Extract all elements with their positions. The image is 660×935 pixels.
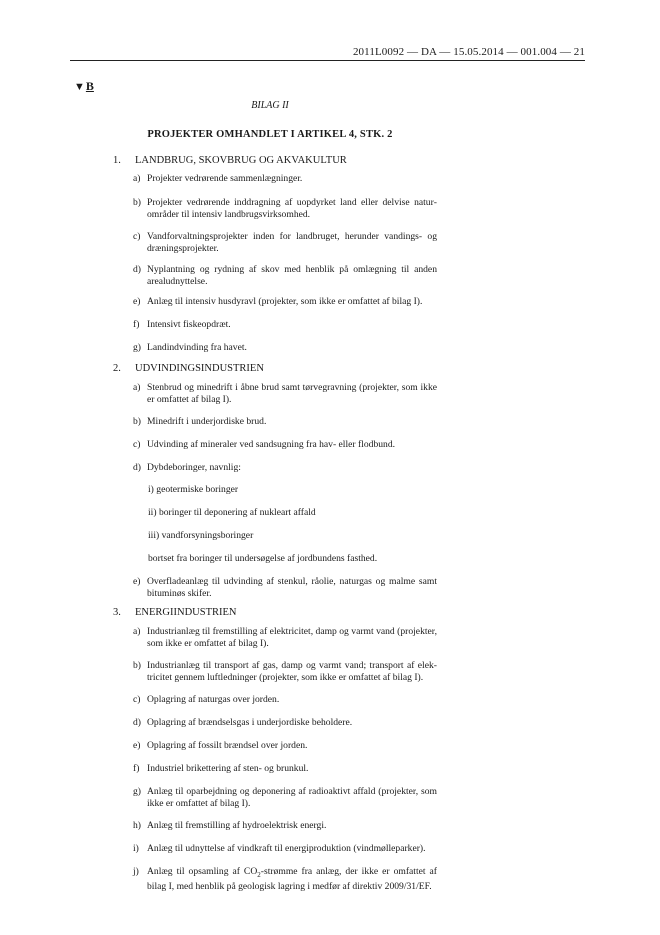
item-marker: f) (133, 763, 140, 774)
list-item (133, 382, 437, 406)
item-text (147, 866, 437, 893)
item-text: Projekter vedrørende inddragning af uopdyrket land eller delvise naturområder til intensiv landbrugsvirksomhed. (147, 197, 437, 220)
amendment-letter: B (85, 79, 94, 93)
sub-item-marker: ii) (148, 507, 157, 518)
list-item (133, 319, 437, 331)
item-text: Nyplantning og rydning af skov med henblik på omlægning til anden arealudnyttelse. (147, 264, 437, 287)
item-marker: c) (133, 694, 141, 705)
list-item (133, 416, 437, 428)
section-number: 3. (113, 607, 121, 618)
item-marker: j) (133, 866, 139, 877)
item-text-part: -strømme fra anlæg, der ikke er omfattet af bilag I, med henblik på geologisk lagring i medfør af direktiv 2009/31/EF. (147, 866, 437, 892)
item-marker: g) (133, 786, 141, 797)
exception-note: bortset fra boringer til undersøgelse af jordbundens fasthed. (148, 553, 378, 564)
section-title: UDVINDINGSINDUSTRIEN (135, 363, 264, 374)
triangle-down-icon: ▼ (74, 81, 85, 93)
section-title: ENERGIINDUSTRIEN (135, 607, 237, 618)
list-item (133, 866, 437, 893)
item-text: Anlæg til fremstilling af hydroelektrisk energi. (147, 820, 327, 831)
item-text: Landindvinding fra havet. (147, 342, 247, 353)
sub-list-item (148, 530, 253, 541)
list-item (133, 197, 437, 221)
item-text: Dybdeboringer, navnlig: (147, 462, 241, 473)
item-text: Udvinding af mineraler ved sandsugning fra hav- eller flodbund. (147, 439, 396, 450)
item-text: Stenbrud og minedrift i åbne brud samt tørvegravning (projekter, som ikke er omfattet af bilag I). (147, 382, 437, 405)
list-item (133, 296, 437, 308)
sub-item-marker: i) (148, 484, 154, 495)
list-item (133, 173, 437, 185)
sub-item-text: boringer til deponering af nukleart affald (158, 507, 316, 518)
list-item (133, 660, 437, 684)
list-item (133, 264, 437, 288)
list-item (133, 786, 437, 810)
item-text: Projekter vedrørende sammenlægninger. (147, 173, 303, 184)
item-marker: a) (133, 382, 141, 393)
item-marker: b) (133, 197, 141, 208)
list-item (133, 717, 437, 729)
item-marker: a) (133, 626, 141, 637)
section-heading (113, 607, 237, 618)
item-text: Anlæg til oparbejdning og deponering af radioaktivt affald (projekter, som ikke er omfattet af bilag I). (147, 786, 437, 809)
list-item (133, 342, 437, 354)
item-text: Industrianlæg til transport af gas, damp og varmt vand; transport af elektricitet gennem luftledninger (projekter, som ikke er omfattet af bilag I). (147, 660, 437, 683)
section-heading (113, 155, 347, 166)
item-marker: e) (133, 576, 141, 587)
item-text: Anlæg til intensiv husdyravl (projekter, som ikke er omfattet af bilag I). (147, 296, 423, 307)
item-marker: f) (133, 319, 140, 330)
item-text: Minedrift i underjordiske brud. (147, 416, 267, 427)
section-number: 2. (113, 363, 121, 374)
item-marker: c) (133, 231, 141, 242)
item-text: Vandforvaltningsprojekter inden for landbruget, herunder vandings- og dræningsprojekter. (147, 231, 437, 254)
list-item (133, 740, 437, 752)
annex-title: BILAG II (251, 100, 289, 111)
item-text: Anlæg til udnyttelse af vindkraft til energiproduktion (vindmølleparker). (147, 843, 426, 854)
item-text: Industriel brikettering af sten- og brunkul. (147, 763, 309, 774)
item-marker: a) (133, 173, 141, 184)
list-item (133, 439, 437, 451)
item-marker: d) (133, 462, 141, 473)
item-marker: g) (133, 342, 141, 353)
item-text: Intensivt fiskeopdræt. (147, 319, 231, 330)
item-marker: b) (133, 416, 141, 427)
sub-list-item (148, 507, 316, 518)
item-marker: i) (133, 843, 139, 854)
sub-item-text: vandforsyningsboringer (161, 530, 254, 541)
main-title: PROJEKTER OMHANDLET I ARTIKEL 4, STK. 2 (147, 129, 393, 140)
list-item (133, 231, 437, 255)
list-item (133, 763, 437, 775)
list-item (133, 462, 437, 474)
subscript-two: 2 (257, 870, 261, 879)
item-marker: e) (133, 296, 141, 307)
item-marker: b) (133, 660, 141, 671)
amendment-marker (74, 79, 94, 94)
list-item (133, 820, 437, 832)
list-item (133, 626, 437, 650)
item-marker: d) (133, 717, 141, 728)
sub-item-marker: iii) (148, 530, 160, 541)
item-text: Oplagring af naturgas over jorden. (147, 694, 280, 705)
item-text: Overfladeanlæg til udvinding af stenkul, råolie, naturgas og malme samt bituminøs skifer. (147, 576, 437, 599)
list-item (133, 694, 437, 706)
section-title: LANDBRUG, SKOVBRUG OG AKVAKULTUR (135, 155, 347, 166)
item-marker: d) (133, 264, 141, 275)
item-text-part: Anlæg til opsamling af CO (147, 866, 258, 877)
item-marker: h) (133, 820, 141, 831)
item-text: Industrianlæg til fremstilling af elektricitet, damp og varmt vand (projekter, som ikke er omfattet af bilag I). (147, 626, 437, 649)
sub-list-item (148, 484, 238, 495)
list-item (133, 843, 437, 855)
sub-item-text: geotermiske boringer (156, 484, 239, 495)
item-marker: c) (133, 439, 141, 450)
section-heading (113, 363, 264, 374)
section-number: 1. (113, 155, 121, 166)
list-item (133, 576, 437, 600)
running-header: 2011L0092 — DA — 15.05.2014 — 001.004 — 21 (70, 46, 585, 61)
item-text: Oplagring af fossilt brændsel over jorden. (147, 740, 308, 751)
item-text: Oplagring af brændselsgas i underjordiske beholdere. (147, 717, 353, 728)
item-marker: e) (133, 740, 141, 751)
